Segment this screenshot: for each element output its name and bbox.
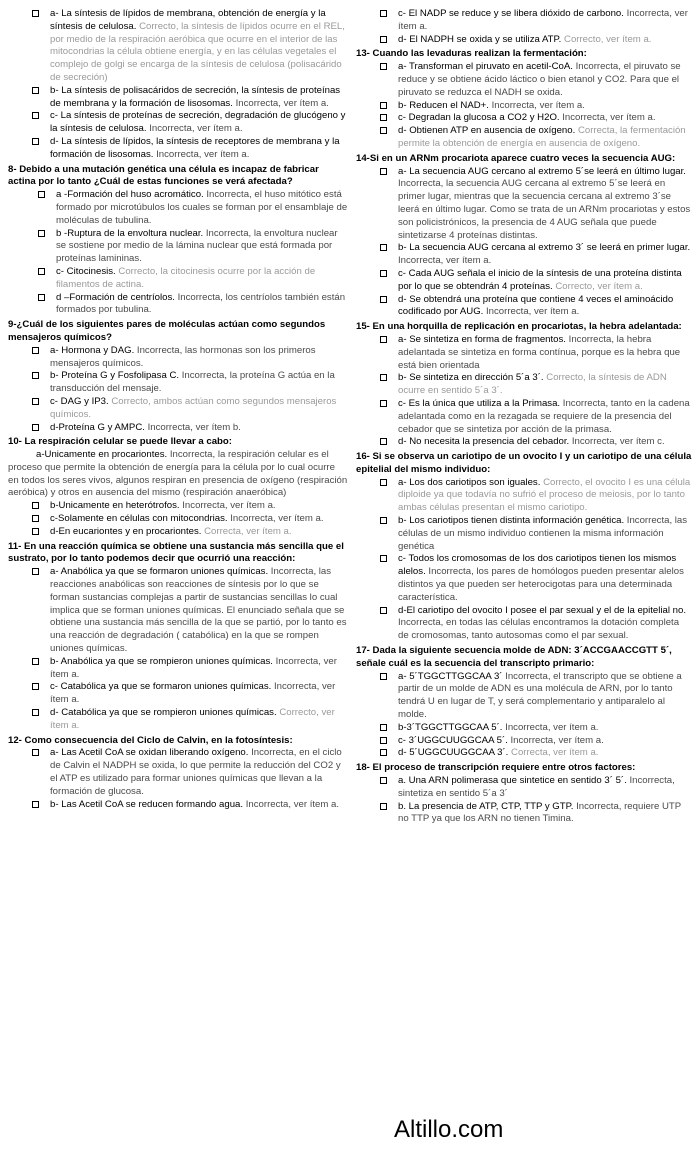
answer-option bbox=[380, 671, 692, 722]
question-heading: 9-¿Cuál de los siguientes pares de moléculas actúan como segundos mensajeros químicos? bbox=[8, 319, 326, 343]
watermark: Altillo.com bbox=[394, 1116, 504, 1143]
answer-option bbox=[380, 515, 692, 553]
option-text: c- Catabólica ya que se formaron uniones químicas. bbox=[50, 681, 272, 693]
feedback-text: Incorrecta, la hebra adelantada se sintetiza en forma contínua, porque es la hebra que está bien orientada bbox=[398, 333, 681, 371]
option-text: a- Las Acetil CoA se oxidan liberando oxígeno. bbox=[50, 747, 249, 759]
checkbox-icon[interactable] bbox=[380, 36, 387, 43]
answer-option bbox=[380, 553, 692, 604]
checkbox-icon[interactable] bbox=[380, 296, 387, 303]
answer-option bbox=[32, 422, 348, 435]
checkbox-icon[interactable] bbox=[380, 803, 387, 810]
left-column bbox=[8, 8, 348, 811]
checkbox-icon[interactable] bbox=[380, 114, 387, 121]
answer-option bbox=[32, 396, 348, 422]
option-text: b. La presencia de ATP, CTP, TTP y GTP. bbox=[398, 800, 574, 812]
feedback-text: Incorrecta, los pares de homólogos pueden presentar alelos distintos ya que pueden ser heterocigotas para una determinada característica. bbox=[398, 566, 684, 603]
checkbox-icon[interactable] bbox=[380, 555, 387, 562]
option-text: b-3´TGGCTTGGCAA 5´. bbox=[398, 721, 503, 733]
checkbox-icon[interactable] bbox=[32, 87, 39, 94]
answer-option bbox=[380, 268, 692, 294]
question-heading: 10- La respiración celular se puede llevar a cabo: bbox=[8, 436, 232, 448]
answer-option bbox=[380, 166, 692, 243]
feedback-text: Incorrecta, las reacciones anabólicas son reacciones de síntesis por lo que se forman sustancias complejas a partir de sustancias sencillas lo cual implica que se forman uniones químicas. El enunciado señala que se obtiene una sustancia más sencilla de la que se partió, por lo tanto es una reacción de degradación ( catabólica) en la que se rompen uniones químicas. bbox=[50, 566, 347, 655]
option-text: a-Unicamente en procariontes. bbox=[36, 449, 168, 461]
answer-option bbox=[32, 656, 348, 682]
option-text: a- Se sintetiza en forma de fragmentos. bbox=[398, 333, 566, 345]
answer-option bbox=[380, 398, 692, 436]
question-heading: 12- Como consecuencia del Ciclo de Calvin, en la fotosíntesis: bbox=[8, 734, 293, 746]
checkbox-icon[interactable] bbox=[32, 801, 39, 808]
feedback-text: Correcta, ver ítem a. bbox=[511, 747, 599, 759]
checkbox-icon[interactable] bbox=[32, 709, 39, 716]
answer-option bbox=[380, 8, 692, 34]
answer-option bbox=[380, 372, 692, 398]
option-text: d-Proteína G y AMPC. bbox=[50, 421, 145, 433]
answer-option bbox=[32, 136, 348, 162]
feedback-text: Incorrecta, la envoltura nuclear se sostiene por medio de la lámina nuclear que está formada por proteínas lamininas. bbox=[56, 227, 338, 265]
question-heading: 13- Cuando las levaduras realizan la fermentación: bbox=[356, 48, 587, 60]
feedback-text: Incorrecta, ver ítem a. bbox=[230, 513, 324, 525]
answer-option bbox=[32, 526, 348, 539]
answer-option bbox=[32, 110, 348, 136]
feedback-text: Incorrecta, ver ítem a. bbox=[486, 306, 580, 318]
checkbox-icon[interactable] bbox=[380, 102, 387, 109]
checkbox-icon[interactable] bbox=[380, 63, 387, 70]
feedback-text: Incorrecta, tanto en la cadena adelantada como en la rezagada se requiere de la presencia del cebador que se sintetiza por acción de la primasa. bbox=[398, 397, 690, 435]
checkbox-icon[interactable] bbox=[32, 424, 39, 431]
answer-option bbox=[32, 85, 348, 111]
right-column bbox=[356, 8, 692, 826]
feedback-text: Correcta, ver ítem a. bbox=[204, 525, 292, 537]
option-text: d- Obtienen ATP en ausencia de oxígeno. bbox=[398, 125, 576, 137]
checkbox-icon[interactable] bbox=[32, 398, 39, 405]
checkbox-icon[interactable] bbox=[380, 336, 387, 343]
checkbox-icon[interactable] bbox=[32, 528, 39, 535]
checkbox-icon[interactable] bbox=[380, 127, 387, 134]
feedback-text: Correcto, el ovocito I es una célula diploide ya que todavía no sufrió el proceso de meiosis, por lo tanto ambas células presentan el mismo cariotipo. bbox=[398, 476, 691, 514]
checkbox-icon[interactable] bbox=[380, 749, 387, 756]
answer-option bbox=[32, 513, 348, 526]
answer-option bbox=[380, 775, 692, 801]
feedback-text: Correcto, ver ítem a. bbox=[564, 33, 652, 45]
answer-option bbox=[380, 61, 692, 99]
answer-option bbox=[380, 735, 692, 748]
feedback-text: Incorrecta, los centríolos también están formados por tubulina. bbox=[56, 291, 346, 316]
checkbox-icon[interactable] bbox=[32, 347, 39, 354]
answer-option bbox=[380, 100, 692, 113]
option-text: b -Ruptura de la envoltura nuclear. bbox=[56, 227, 204, 239]
checkbox-icon[interactable] bbox=[380, 517, 387, 524]
feedback-text: Incorrecta, ver ítem a. bbox=[245, 798, 340, 810]
checkbox-icon[interactable] bbox=[380, 438, 387, 445]
checkbox-icon[interactable] bbox=[380, 244, 387, 251]
answer-paragraph bbox=[8, 449, 348, 500]
question-heading: 18- El proceso de transcripción requiere entre otros factores: bbox=[356, 762, 636, 774]
question-heading: 8- Debido a una mutación genética una célula es incapaz de fabricar actina por lo tanto ¿Cuál de estas funciones se verá afectada? bbox=[8, 163, 319, 188]
checkbox-icon[interactable] bbox=[38, 191, 45, 198]
checkbox-icon[interactable] bbox=[32, 568, 39, 575]
checkbox-icon[interactable] bbox=[380, 607, 387, 614]
feedback-text: Correcto, ambos actúan como segundos mensajeros químicos. bbox=[50, 395, 337, 420]
feedback-text: Incorrecta, ver ítem a. bbox=[510, 734, 604, 746]
option-text: b- La síntesis de polisacáridos de secreción, la síntesis de proteínas de membrana y la formación de lisosomas. bbox=[50, 84, 341, 109]
option-text: b-Unicamente en heterótrofos. bbox=[50, 500, 180, 512]
option-text: b- Proteína G y Fosfolipasa C. bbox=[50, 370, 180, 382]
option-text: d- Se obtendrá una proteína que contiene 4 veces el aminoácido codificado por AUG. bbox=[398, 293, 674, 318]
checkbox-icon[interactable] bbox=[380, 479, 387, 486]
feedback-text: Incorrecta, ver ítem a. bbox=[50, 681, 336, 706]
answer-option bbox=[32, 566, 348, 656]
option-text: a -Formación del huso acromático. bbox=[56, 189, 204, 201]
answer-option bbox=[380, 722, 692, 735]
feedback-text: Incorrecta, el transcripto que se obtiene a partir de un molde de ADN es una molécula de ARN, por lo tanto tendrá U en lugar de T, y será complementario y antiparalelo al molde. bbox=[398, 670, 682, 721]
option-text: b- La secuencia AUG cercana al extremo 3´ se leerá en primer lugar. bbox=[398, 242, 691, 254]
answer-option bbox=[32, 8, 348, 85]
feedback-text: Correcto, la síntesis de ADN ocurre en sentido 5´a 3´. bbox=[398, 372, 667, 397]
option-text: d- 5´UGGCUUGGCAA 3´. bbox=[398, 747, 509, 759]
checkbox-icon[interactable] bbox=[32, 138, 39, 145]
option-text: a- La secuencia AUG cercano al extremo 5´se leerá en último lugar. bbox=[398, 165, 686, 177]
feedback-text: Incorrecta, en el ciclo de Calvin el NADPH se oxida, lo que permite la reducción del CO2 y el ATP es utilizado para formar uniones químicas que llevan a la formación de glucosa. bbox=[50, 747, 342, 797]
checkbox-icon[interactable] bbox=[380, 270, 387, 277]
checkbox-icon[interactable] bbox=[38, 230, 45, 237]
feedback-text: Correcto, ver ítem a. bbox=[555, 280, 643, 292]
option-text: b- Los cariotipos tienen distinta información genética. bbox=[398, 515, 625, 527]
answer-option bbox=[380, 112, 692, 125]
feedback-text: Incorrecta, ver ítem a. bbox=[50, 655, 337, 680]
feedback-text: Incorrecta, la secuencia AUG cercana al extremo 5´se leerá en primer lugar, mientras que la secuencia cercana al extremo 3´se leerá en último lugar. Como se trata de un ARNm procariotas y estos son policistrónicos, la presencia de 4 AUG señala que puede sintetizarse 4 proteínas distintas. bbox=[398, 178, 691, 241]
question-heading: 14-Si en un ARNm procariota aparece cuatro veces la secuencia AUG: bbox=[356, 152, 676, 164]
feedback-text: Incorrecta, sintetiza en sentido 5´a 3´ bbox=[398, 775, 675, 799]
answer-option bbox=[380, 294, 692, 320]
checkbox-icon[interactable] bbox=[38, 268, 45, 275]
answer-option bbox=[380, 477, 692, 515]
answer-option bbox=[380, 34, 692, 47]
feedback-text: Correcto, ver ítem a. bbox=[50, 707, 335, 731]
feedback-text: Incorrecta, ver ítem a. bbox=[398, 255, 492, 267]
feedback-text: Correcto, la síntesis de lípidos ocurre en el REL, por medio de la respiración aeróbica que ocurre en el interior de las mitocondrias la célula obtiene energía, y en las células vegetales el complejo de golgi se encarga de la síntesis de celulosa (polisacárido de secreción) bbox=[50, 20, 345, 83]
option-text: b- Reducen el NAD+. bbox=[398, 99, 489, 111]
option-text: c- DAG y IP3. bbox=[50, 395, 109, 407]
option-text: c-Solamente en células con mitocondrias. bbox=[50, 513, 228, 525]
option-text: c- La síntesis de proteínas de secreción, degradación de glucógeno y la síntesis de celulosa. bbox=[50, 110, 346, 135]
feedback-text: Incorrecta, ver ítem a. bbox=[491, 99, 585, 111]
feedback-text: Incorrecta, requiere UTP no TTP ya que los ARN no tienen Timina. bbox=[398, 800, 681, 825]
option-text: a- Hormona y DAG. bbox=[50, 344, 135, 356]
feedback-text: Correcta, la fermentación permite la obtención de energía en ausencia de oxígeno. bbox=[398, 125, 686, 149]
feedback-text: Incorrecta, las hormonas son los primeros mensajeros químicos. bbox=[50, 344, 316, 369]
option-text: d- Catabólica ya que se rompieron uniones químicas. bbox=[50, 707, 277, 719]
checkbox-icon[interactable] bbox=[380, 10, 387, 17]
answer-option bbox=[380, 125, 692, 151]
answer-option bbox=[38, 228, 348, 266]
answer-option bbox=[32, 370, 348, 396]
feedback-text: Incorrecta, ver ítem a. bbox=[156, 148, 250, 160]
checkbox-icon[interactable] bbox=[32, 515, 39, 522]
feedback-text: Incorrecta, ver ítem a. bbox=[398, 8, 688, 32]
question-heading: 11- En una reacción química se obtiene una sustancia más sencilla que el sustrato, por lo tanto podemos decir que ocurrió una reacción: bbox=[8, 540, 344, 565]
answer-option bbox=[32, 707, 348, 733]
option-text: c- Degradan la glucosa a CO2 y H2O. bbox=[398, 112, 560, 124]
option-text: a- Transforman el piruvato en acetil-CoA. bbox=[398, 61, 573, 73]
option-text: d- La síntesis de lípidos, la síntesis de receptores de membrana y la formación de lisosomas. bbox=[50, 135, 340, 160]
option-text: d- No necesita la presencia del cebador. bbox=[398, 436, 570, 448]
option-text: c- Todos los cromosomas de los dos cariotipos tienen los mismos alelos. bbox=[398, 553, 677, 578]
checkbox-icon[interactable] bbox=[32, 749, 39, 756]
feedback-text: Incorrecta, ver ítem a. bbox=[562, 112, 656, 124]
option-text: a- Los dos cariotipos son iguales. bbox=[398, 476, 541, 488]
answer-option bbox=[38, 189, 348, 227]
option-text: d-El cariotipo del ovocito I posee el par sexual y el de la epitelial no. bbox=[398, 604, 686, 616]
option-text: a- La síntesis de lípidos de membrana, obtención de energía y la síntesis de celulosa. bbox=[50, 8, 326, 32]
checkbox-icon[interactable] bbox=[32, 10, 39, 17]
option-text: c- Cada AUG señala el inicio de la síntesis de una proteína distinta por lo que se obtendrán 4 proteínas. bbox=[398, 267, 682, 292]
option-text: d- El NADPH se oxida y se utiliza ATP. bbox=[398, 33, 562, 45]
option-text: a- Anabólica ya que se formaron uniones químicas. bbox=[50, 566, 269, 578]
answer-option bbox=[380, 605, 692, 643]
checkbox-icon[interactable] bbox=[380, 724, 387, 731]
feedback-text: Incorrecta, la respiración celular es el proceso que permite la obtención de energía para la célula por lo cual ocurre en todos los seres vivos, algunos respiran en presencia de oxígeno (respiración aeróbica) y otros en ausencia del mismo (respiración anaeróbica) bbox=[8, 449, 348, 499]
option-text: c- El NADP se reduce y se libera dióxido de carbono. bbox=[398, 8, 624, 19]
answer-option bbox=[380, 747, 692, 760]
feedback-text: Incorrecta, el huso mitótico está formado por microtúbulos los cuales se forman por el ensamblaje de moléculas de tubulina. bbox=[56, 189, 348, 226]
checkbox-icon[interactable] bbox=[380, 168, 387, 175]
question-heading: 16- Si se observa un cariotipo de un ovocito I y un cariotipo de una célula epitelial del mismo individuo: bbox=[356, 451, 692, 475]
option-text: c- Citocinesis. bbox=[56, 265, 116, 277]
feedback-text: Incorrecta, ver ítem a. bbox=[149, 123, 243, 135]
answer-option bbox=[32, 681, 348, 707]
checkbox-icon[interactable] bbox=[380, 400, 387, 407]
answer-option bbox=[32, 747, 348, 798]
option-text: a. Una ARN polimerasa que sintetice en sentido 3´ 5´. bbox=[398, 775, 627, 787]
feedback-text: Incorrecta, en todas las células encontramos la dotación completa de cromosomas, tanto autosomas como el par sexual. bbox=[398, 617, 680, 642]
checkbox-icon[interactable] bbox=[380, 673, 387, 680]
answer-option bbox=[380, 334, 692, 372]
option-text: c- Es la única que utiliza a la Primasa. bbox=[398, 397, 561, 409]
option-text: d-En eucariontes y en procariontes. bbox=[50, 525, 202, 537]
feedback-text: Incorrecta, el piruvato se reduce y se obtiene ácido láctico o bien etanol y CO2. Para que el piruvato se reduzca el NADH se oxida. bbox=[398, 61, 681, 98]
option-text: c- 3´UGGCUUGGCAA 5´. bbox=[398, 734, 508, 746]
answer-option bbox=[32, 345, 348, 371]
feedback-text: Incorrecta, ver ítem a. bbox=[182, 500, 276, 512]
checkbox-icon[interactable] bbox=[380, 737, 387, 744]
checkbox-icon[interactable] bbox=[32, 658, 39, 665]
checkbox-icon[interactable] bbox=[32, 683, 39, 690]
answer-option bbox=[38, 266, 348, 292]
option-text: d –Formación de centríolos. bbox=[56, 291, 175, 303]
feedback-text: Incorrecta, las células de un mismo individuo contienen la misma información genética bbox=[398, 515, 688, 552]
question-heading: 17- Dada la siguiente secuencia molde de ADN: 3´ACCGAACCGTT 5´, señale cuál es la secuencia del transcripto primario: bbox=[356, 645, 672, 669]
feedback-text: Incorrecta, ver ítem b. bbox=[147, 421, 241, 433]
checkbox-icon[interactable] bbox=[32, 112, 39, 119]
checkbox-icon[interactable] bbox=[380, 777, 387, 784]
answer-option bbox=[380, 801, 692, 827]
feedback-text: Incorrecta, ver ítem a. bbox=[235, 97, 329, 109]
answer-option bbox=[380, 436, 692, 449]
answer-option bbox=[32, 500, 348, 513]
checkbox-icon[interactable] bbox=[32, 502, 39, 509]
checkbox-icon[interactable] bbox=[32, 372, 39, 379]
question-heading: 15- En una horquilla de replicación en procariotas, la hebra adelantada: bbox=[356, 321, 682, 333]
feedback-text: Incorrecta, la proteína G actúa en la transducción del mensaje. bbox=[50, 370, 335, 395]
feedback-text: Incorrecta, ver ítem a. bbox=[505, 721, 599, 733]
feedback-text: Correcto, la citocinesis ocurre por la acción de filamentos de actina. bbox=[56, 265, 316, 290]
option-text: a- 5´TGGCTTGGCAA 3´ bbox=[398, 670, 503, 682]
feedback-text: Incorrecta, ver ítem c. bbox=[571, 436, 665, 448]
option-text: b- Las Acetil CoA se reducen formando agua. bbox=[50, 798, 244, 810]
option-text: b- Se sintetiza en dirección 5´a 3´. bbox=[398, 372, 544, 384]
answer-option bbox=[380, 242, 692, 268]
checkbox-icon[interactable] bbox=[380, 374, 387, 381]
checkbox-icon[interactable] bbox=[38, 294, 45, 301]
option-text: b- Anabólica ya que se rompieron uniones químicas. bbox=[50, 655, 273, 667]
answer-option bbox=[38, 292, 348, 318]
answer-option bbox=[32, 799, 348, 812]
